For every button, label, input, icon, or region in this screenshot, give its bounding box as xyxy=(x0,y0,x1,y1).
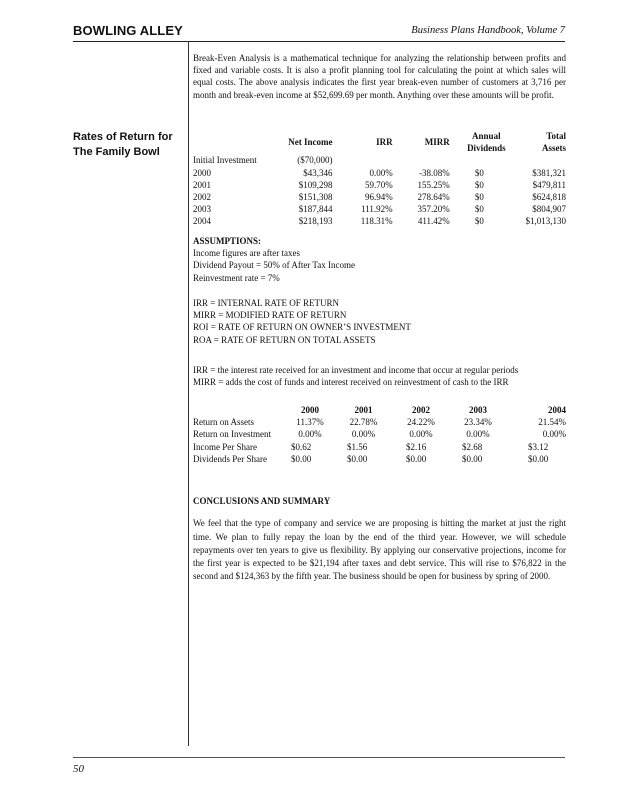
table-cell: 0.00% xyxy=(409,429,433,440)
table-cell: $0 xyxy=(474,216,484,227)
table-cell xyxy=(393,154,450,166)
conclusions-paragraph: We feel that the type of company and service we are proposing is hitting the market at just the right time. We plan to fully repay the loan by the end of the third year. However, we will schedule repayments over ten years to give us flexibility. By applying our conservative projections, income for the first year is expected to be $21,194 after taxes and debt service. This will rise to $76,822 in the second and $124,363 by the fifth year. The business should be open for business by spring of 2000. xyxy=(193,518,566,582)
side-heading: Rates of Return for The Family Bowl xyxy=(73,131,173,158)
table-cell: $624,818 xyxy=(532,192,566,203)
table-cell: $0.00 xyxy=(347,453,368,464)
table-cell: 2002 xyxy=(193,192,211,203)
table-cell: 357.20% xyxy=(417,204,450,215)
table-cell: $0.62 xyxy=(291,441,312,452)
ratios-header-cell: 2001 xyxy=(354,405,373,415)
table-cell: Dividends Per Share xyxy=(193,453,267,464)
footer-rule xyxy=(73,757,565,758)
table-cell: $381,321 xyxy=(532,167,566,178)
ratios-section xyxy=(193,404,566,465)
table-cell: 2004 xyxy=(193,216,211,227)
table-cell: 155.25% xyxy=(417,179,450,190)
table-cell: $187,844 xyxy=(298,204,333,215)
table-cell: 0.00% xyxy=(369,167,393,178)
table-cell: $218,193 xyxy=(298,216,333,227)
table-cell: 24.22% xyxy=(407,417,435,428)
table-cell: 0.00% xyxy=(351,429,376,440)
ratios-header-cell: 2003 xyxy=(469,405,487,415)
table-cell: $0.00 xyxy=(406,453,427,464)
ratios-table xyxy=(193,404,566,465)
table-row xyxy=(193,416,566,428)
table-cell: $0.00 xyxy=(291,453,312,464)
returns-header-cell: Net Income xyxy=(288,137,333,148)
conclusions-section xyxy=(193,495,566,584)
table-cell xyxy=(509,154,566,166)
running-header-book-title: Business Plans Handbook, Volume 7 xyxy=(411,25,565,36)
break-even-section xyxy=(193,52,566,101)
table-cell: 2000 xyxy=(193,167,211,178)
table-cell: 0.00% xyxy=(466,429,490,440)
table-row xyxy=(193,154,566,166)
returns-section xyxy=(193,130,566,228)
table-cell: 411.42% xyxy=(417,216,450,227)
table-row xyxy=(193,453,566,465)
definition-line: ROI = RATE OF RETURN ON OWNER’S INVESTMENT xyxy=(193,322,411,333)
table-cell: $2.16 xyxy=(406,441,427,452)
table-row xyxy=(193,215,566,227)
table-row xyxy=(193,203,566,215)
table-cell: 21.54% xyxy=(538,417,566,428)
explanation-line: MIRR = adds the cost of funds and interest received on reinvestment of cash to the IRR xyxy=(193,377,509,388)
page-number: 50 xyxy=(73,763,84,775)
table-cell: $0 xyxy=(474,179,484,190)
table-cell xyxy=(332,154,392,166)
definition-line: ROA = RATE OF RETURN ON TOTAL ASSETS xyxy=(193,334,376,345)
table-row xyxy=(193,441,566,453)
table-cell: Income Per Share xyxy=(193,441,257,452)
definition-line: IRR = INTERNAL RATE OF RETURN xyxy=(193,298,339,308)
table-cell: 2003 xyxy=(193,204,211,215)
assumption-line: Reinvestment rate = 7% xyxy=(193,272,280,283)
conclusions-title: CONCLUSIONS AND SUMMARY xyxy=(193,496,331,506)
table-row xyxy=(193,191,566,203)
table-cell: -38.08% xyxy=(418,167,450,178)
explanations-section xyxy=(193,364,566,388)
table-cell: ($70,000) xyxy=(297,155,333,166)
table-cell: $0 xyxy=(474,167,484,178)
assumptions-title: ASSUMPTIONS: xyxy=(193,236,262,246)
table-cell xyxy=(450,154,509,166)
ratios-header-cell: 2004 xyxy=(548,405,566,415)
returns-header-cell xyxy=(193,130,280,154)
assumption-line: Dividend Payout = 50% of After Tax Income xyxy=(193,260,355,271)
returns-header-row xyxy=(193,130,566,154)
assumptions-section xyxy=(193,235,566,284)
table-cell: $0.00 xyxy=(528,453,549,464)
table-cell: 278.64% xyxy=(417,192,450,203)
table-cell: $43,346 xyxy=(303,167,333,178)
table-cell: $109,298 xyxy=(298,179,333,190)
table-row xyxy=(193,428,566,440)
assumption-line: Income figures are after taxes xyxy=(193,248,300,259)
margin-divider xyxy=(188,41,189,746)
definition-line: MIRR = MODIFIED RATE OF RETURN xyxy=(193,310,347,321)
table-cell: $0 xyxy=(474,204,484,215)
table-cell: 23.34% xyxy=(464,417,492,428)
header-rule xyxy=(73,41,565,42)
running-header-title: BOWLING ALLEY xyxy=(73,23,183,38)
table-cell: $804,907 xyxy=(532,204,566,215)
table-cell: 96.94% xyxy=(364,192,393,203)
table-row xyxy=(193,179,566,191)
table-cell: $0 xyxy=(474,192,484,203)
table-cell: $1,013,130 xyxy=(525,216,566,227)
table-cell: $1.56 xyxy=(347,441,368,452)
table-cell: 0.00% xyxy=(298,429,322,440)
table-cell: 111.92% xyxy=(361,204,393,215)
table-cell: 59.70% xyxy=(364,179,393,190)
table-cell: Initial Investment xyxy=(193,155,257,166)
explanation-line: IRR = the interest rate received for an investment and income that occur at regular periods xyxy=(193,365,519,375)
table-cell: 11.37% xyxy=(296,417,324,428)
ratios-header-row xyxy=(193,404,566,416)
ratios-header-cell: 2000 xyxy=(301,405,319,415)
table-cell: 22.78% xyxy=(349,417,378,428)
table-cell: $3.12 xyxy=(528,441,549,452)
table-cell: $151,308 xyxy=(298,192,333,203)
ratios-header-cell: 2002 xyxy=(412,405,430,415)
table-cell: 0.00% xyxy=(542,429,566,440)
table-cell: 2001 xyxy=(193,179,211,190)
break-even-paragraph: Break-Even Analysis is a mathematical technique for analyzing the relationship between profits and fixed and variable costs. It is also a profit planning tool for calculating the point at which sales will equal costs. The above analysis indicates the first year break-even number of customers at 3,716 per month and break-even income at $52,699.69 per month. Anything over these amounts will be profit. xyxy=(193,53,566,100)
returns-header-cell: IRR xyxy=(376,137,393,148)
table-cell: 118.31% xyxy=(360,216,393,227)
table-cell: $479,811 xyxy=(532,179,566,190)
returns-header-cell: MIRR xyxy=(424,137,450,148)
table-row xyxy=(193,167,566,179)
returns-table xyxy=(193,130,566,228)
ratios-header-cell xyxy=(193,404,285,416)
returns-header-cell: Total Assets xyxy=(542,131,566,154)
table-cell: Return on Investment xyxy=(193,429,271,440)
table-cell: $2.68 xyxy=(462,441,483,452)
definitions-section xyxy=(193,297,566,346)
table-cell: $0.00 xyxy=(462,453,483,464)
table-cell: Return on Assets xyxy=(193,417,255,428)
returns-header-cell: Annual Dividends xyxy=(467,131,506,154)
